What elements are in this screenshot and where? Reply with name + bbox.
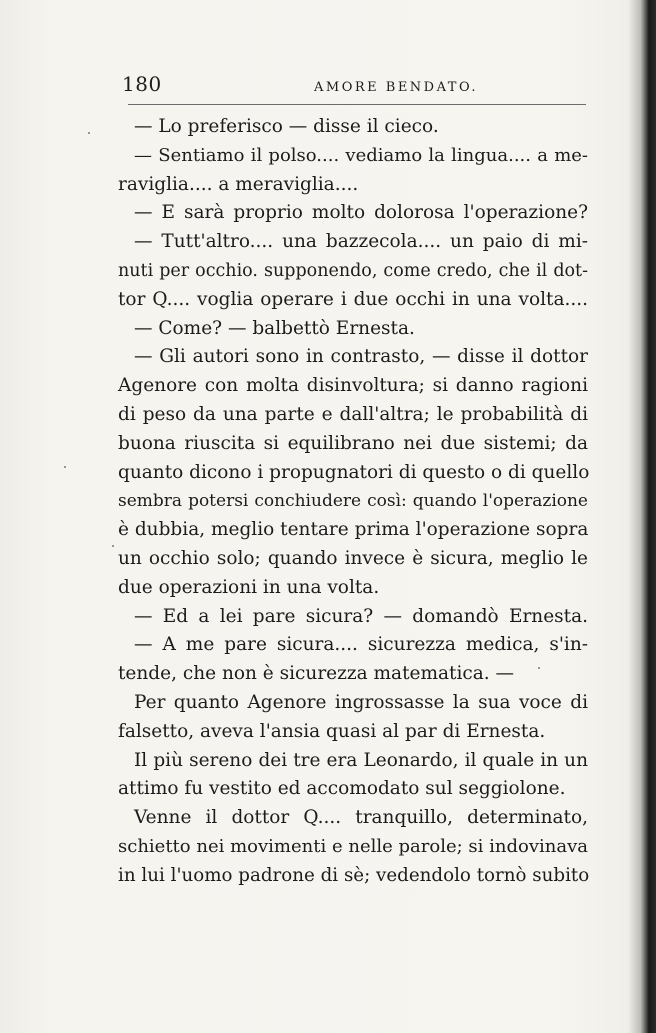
text-line: raviglia.... a meraviglia.... [118, 173, 359, 195]
text-line: — Tutt'altro.... una bazzecola.... un paio di mi- [134, 231, 588, 253]
text-line: — Ed a lei pare sicura? — domandò Ernesta. [134, 605, 588, 627]
text-line: — Gli autori sono in contrasto, — disse il dottor [134, 346, 588, 368]
paper-speck [88, 132, 90, 134]
text-line: Per quanto Agenore ingrossasse la sua voce di [134, 691, 588, 713]
header-rule [128, 104, 586, 105]
text-line: è dubbia, meglio tentare prima l'operazione sopra [118, 519, 589, 541]
text-line: Il più sereno dei tre era Leonardo, il quale in un [134, 749, 588, 771]
text-line: sembra potersi conchiudere così: quando l'operazione [118, 491, 588, 512]
running-title: AMORE BENDATO. [314, 80, 478, 95]
text-line: — E sarà proprio molto dolorosa l'operazione? [134, 202, 588, 224]
text-line: in lui l'uomo padrone di sè; vedendolo tornò subito [118, 864, 590, 886]
text-line: Venne il dottor Q.... tranquillo, determinato, [134, 807, 588, 829]
text-line: un occhio solo; quando invece è sicura, meglio le [118, 547, 588, 569]
page-number: 180 [122, 72, 162, 96]
page-header [118, 70, 588, 100]
text-line: — Sentiamo il polso.... vediamo la lingua.... a me- [134, 144, 588, 166]
text-line: — Come? — balbettò Ernesta. [134, 317, 415, 339]
text-line: tende, che non è sicurezza matematica. — [118, 663, 515, 685]
paper-speck [64, 466, 66, 468]
text-line: falsetto, aveva l'ansia quasi al par di Ernesta. [118, 720, 546, 742]
text-line: quanto dicono i propugnatori di questo o di quello [118, 461, 590, 483]
text-line: due operazioni in una volta. [118, 576, 380, 598]
paper-speck [112, 545, 114, 547]
text-line: attimo fu vestito ed accomodato sul seggiolone. [118, 778, 566, 800]
text-line: di peso da una parte e dall'altra; le probabilità di [118, 403, 588, 425]
binding-shadow [628, 0, 656, 1033]
body-text [118, 113, 588, 891]
paper-speck [538, 667, 540, 669]
text-line: schietto nei movimenti e nelle parole; si indovinava [118, 835, 588, 857]
text-line: nuti per occhio. supponendo, come credo, che il dot- [118, 260, 588, 281]
text-line: Agenore con molta disinvoltura; si danno ragioni [118, 375, 588, 397]
text-line: tor Q.... voglia operare i due occhi in una volta.... [118, 288, 588, 310]
text-line: — Lo preferisco — disse il cieco. [134, 116, 439, 137]
text-line: buona riuscita si equilibrano nei due sistemi; da [118, 432, 588, 454]
text-line: — A me pare sicura.... sicurezza medica, s'in- [134, 634, 588, 656]
